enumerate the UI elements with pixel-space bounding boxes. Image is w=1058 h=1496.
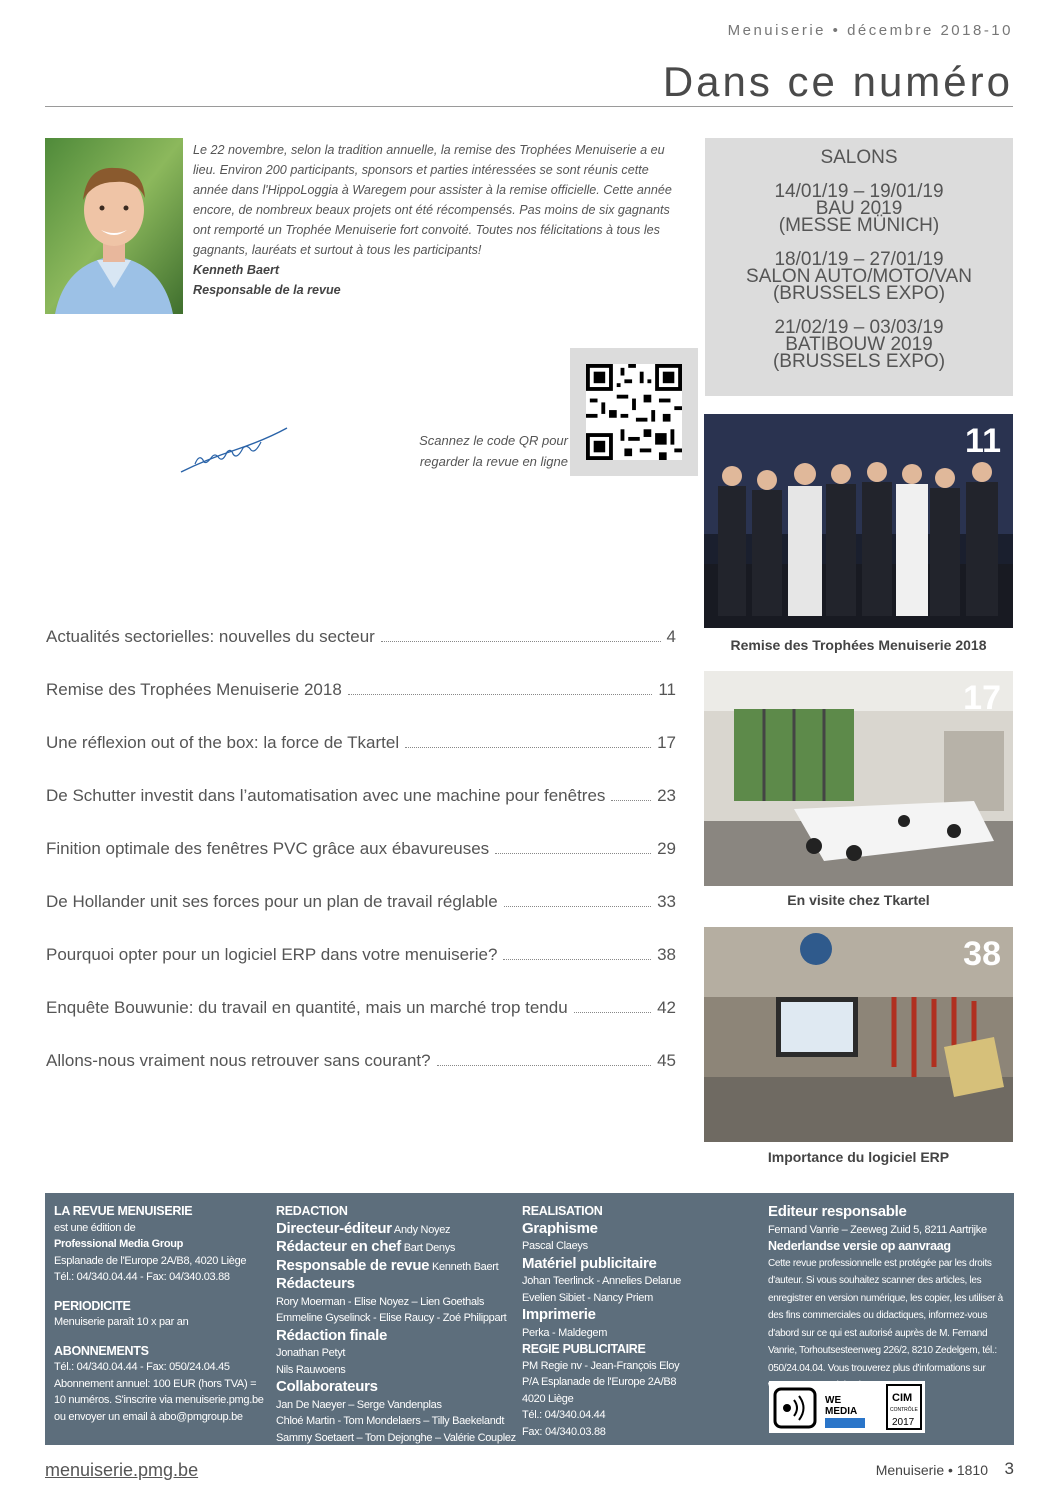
toc-entry[interactable] [46,859,676,912]
handwritten-signature [175,420,295,480]
toc-leader [495,853,651,854]
colophon-role: Directeur-éditeur [276,1219,392,1237]
colophon-text: Fernand Vanrie – Zeeweg Zuid 5, 8211 Aartrijke [768,1223,987,1236]
colophon-text: Evelien Sibiet - Nancy Priem [522,1291,653,1304]
colophon-text: Jonathan Petyt [276,1347,346,1359]
salon-dates: 18/01/19 – 27/01/19 [774,249,944,270]
toc-title: Finition optimale des fenêtres PVC grâce aux ébavureuses [46,839,490,858]
toc-page: 4 [666,627,676,646]
editorial-text [193,140,678,300]
toc-page: 38 [657,945,676,964]
colophon-text: Tél.: 04/340.04.44 - Fax: 04/340.03.88 [54,1271,230,1283]
toc-entry[interactable] [46,806,676,859]
colophon-role: Rédacteur en chef [276,1238,401,1255]
colophon-text: Nils Rauwoens [276,1363,346,1376]
colophon-realisation [522,1203,762,1440]
colophon-role: Rédaction finale [276,1326,388,1344]
toc-leader [348,694,653,695]
toc-page: 45 [657,1051,676,1070]
feature-page-number: 38 [963,935,1001,973]
editorial-author: Kenneth Baert [193,263,280,277]
qr-code[interactable] [586,364,682,460]
colophon [45,1193,1014,1445]
feature-photo-erp[interactable] [704,927,1013,1142]
qr-code-frame [570,348,698,476]
toc-leader [611,800,651,801]
colophon-role: Editeur responsable [768,1203,907,1220]
running-head: Menuiserie • décembre 2018-10 [727,22,1013,39]
salon-name: BATIBOUW 2019 [785,334,933,355]
colophon-text: Jan De Naeyer – Serge Vandenplas [276,1398,442,1411]
colophon-heading: PERIODICITE [54,1298,131,1313]
partner-logos [769,1381,925,1433]
toc-title: Une réflexion out of the box: la force de Tkartel [46,733,400,752]
toc-page: 11 [658,680,676,699]
toc-title: De Schutter investit dans l’automatisation avec une machine pour fenêtres [46,786,606,805]
toc-page: 29 [657,839,676,858]
editor-portrait [45,138,183,314]
toc-entry[interactable] [46,912,676,965]
feature-photo-tkartel[interactable] [704,671,1013,886]
toc-title: Allons-nous vraiment nous retrouver sans courant? [46,1051,431,1070]
toc-leader [503,959,651,960]
colophon-text: PM Regie nv - Jean-François Eloy [522,1359,680,1372]
page-number: 3 [1004,1459,1014,1478]
cim-logo-text: 2017 [892,1417,915,1428]
colophon-text: est une édition de [54,1221,136,1234]
salons-box [705,138,1013,396]
editorial-body: Le 22 novembre, selon la tradition annuelle, la remise des Trophées Menuiserie a eu lieu. Environ 200 participants, sponsors et parties intéressées se sont réunis cette année dans l'HippoLoggia à Waregem pour assister à la remise officielle. Cette année encore, de nombreux beaux projets ont été récompensés. Pas moins de six gagnants ont remporté un Trophée Menuiserie fort convoité. Toutes nos félicitations à tous les gagnants, lauréats et surtout à tous les participants! [193,143,672,257]
toc-title: De Hollander unit ses forces pour un plan de travail réglable [46,892,498,911]
we-media-logo-text: WE [825,1395,842,1406]
salon-name: BAU 2019 [815,198,903,219]
colophon-text: 10 numéros. S'inscrire via menuiserie.pmg.be [54,1394,264,1406]
qr-code-icon [586,364,682,460]
salon-name: SALON AUTO/MOTO/VAN [746,266,972,287]
cim-logo-text: CONTRÔLE [890,1407,918,1413]
feature-page-number: 17 [963,679,1001,717]
press-copyright-icon [775,1389,815,1427]
colophon-heading: REGIE PUBLICITAIRE [522,1342,646,1356]
salons-heading: SALONS [820,147,898,168]
salon-venue: (BRUSSELS EXPO) [772,351,946,372]
colophon-text: P/A Esplanade de l'Europe 2A/B8 [522,1376,677,1388]
toc-title: Actualités sectorielles: nouvelles du secteur [46,627,375,646]
salon-dates: 14/01/19 – 19/01/19 [774,181,944,202]
colophon-redaction [276,1203,516,1446]
colophon-heading: REALISATION [522,1204,603,1218]
colophon-text: Professional Media Group [54,1238,184,1250]
toc-page: 42 [657,998,676,1017]
colophon-text: Menuiserie paraît 10 x par an [54,1316,189,1328]
colophon-heading: REDACTION [276,1204,348,1218]
colophon-role: Responsable de revue [276,1256,430,1274]
colophon-role: Imprimerie [522,1306,596,1323]
colophon-role: Matériel publicitaire [522,1254,657,1272]
toc-entry[interactable] [46,1018,676,1071]
we-media-logo-text: MEDIA [825,1406,858,1417]
page-title: Dans ce numéro [662,58,1013,105]
colophon-text: Andy Noyez [393,1223,451,1236]
salon-dates: 21/02/19 – 03/03/19 [774,317,944,338]
copyright-notice: Cette revue professionnelle est protégée par les droits d'auteur. Si vous souhaitez scanner des articles, les enregistrer en version numérique, les copier, les utiliser à des fins commerciales ou didactiques, informez-vous d'abord sur ce qui est autorisé auprès de M. Fernand Vanrie, Torhoutsesteenweg 226/2, 8210 Zedelgem, tél.: 050/24.04.04. Vous trouverez plus d'informations sur [768,1257,1003,1374]
colophon-heading: Nederlandse versie op aanvraag [768,1239,951,1253]
feature-caption: Remise des Trophées Menuiserie 2018 [730,637,987,653]
colophon-text: Pascal Claeys [522,1240,588,1252]
toc-leader [504,906,651,907]
salon-venue: (MESSE MÜNICH) [778,215,940,236]
table-of-contents [46,594,676,1071]
colophon-text: Fax: 04/340.03.88 [522,1425,606,1438]
toc-leader [381,641,661,642]
colophon-text: Chloé Martin - Tom Mondelaers – Tilly Baekelandt [276,1415,505,1427]
colophon-text: ou envoyer un email à abo@pmgroup.be [54,1410,243,1423]
colophon-role: Collaborateurs [276,1378,378,1395]
salon-event [705,319,1013,370]
toc-leader [574,1012,651,1013]
toc-page: 23 [657,786,676,805]
cim-logo-text: CIM [892,1392,913,1404]
colophon-text: Abonnement annuel: 100 EUR (hors TVA) = [54,1377,257,1390]
colophon-text: Kenneth Baert [432,1260,499,1273]
toc-entry[interactable] [46,965,676,1018]
salon-event [705,251,1013,302]
we-media-logo-icon [825,1418,865,1428]
colophon-editor [768,1203,1008,1395]
colophon-text: 4020 Liège [522,1392,574,1405]
toc-page: 17 [657,733,676,752]
colophon-role: Graphisme [522,1219,598,1237]
colophon-text: Sammy Soetaert – Tom Dejonghe – Valérie Couplez [276,1431,516,1444]
toc-page: 33 [657,892,676,911]
colophon-text: Tél.: 04/340.04.44 [522,1409,606,1421]
feature-caption: Importance du logiciel ERP [767,1149,950,1165]
feature-photo-awards[interactable] [704,414,1013,628]
salon-event [705,183,1013,234]
qr-caption-line2: regarder la revue en ligne [419,454,568,469]
toc-entry[interactable] [46,700,676,753]
qr-caption-line1: Scannez le code QR pour [419,433,568,448]
website-link[interactable]: menuiserie.pmg.be [45,1460,199,1480]
title-divider [45,106,1013,107]
feature-page-number: 11 [965,422,1001,460]
qr-caption [380,430,568,472]
salon-venue: (BRUSSELS EXPO) [772,283,946,304]
toc-leader [405,747,651,748]
colophon-text: Bart Denys [403,1242,456,1254]
toc-title: Enquête Bouwunie: du travail en quantité, mais un marché trop tendu [46,998,568,1017]
colophon-text: Tél.: 04/340.04.44 - Fax: 050/24.04.45 [54,1361,230,1373]
colophon-text: Perka - Maldegem [522,1326,608,1339]
toc-title: Remise des Trophées Menuiserie 2018 [46,680,342,699]
editorial-role: Responsable de la revue [193,283,341,297]
colophon-heading: ABONNEMENTS [54,1343,149,1358]
colophon-text: Johan Teerlinck - Annelies Delarue [522,1275,681,1287]
feature-caption: En visite chez Tkartel [787,892,930,908]
colophon-heading: LA REVUE MENUISERIE [54,1204,193,1218]
colophon-text: Emmeline Gyselinck - Elise Raucy - Zoé Philippart [276,1312,507,1324]
colophon-publisher [54,1203,269,1425]
toc-entry[interactable] [46,647,676,700]
toc-leader [437,1065,651,1066]
portrait-image [45,138,183,314]
toc-title: Pourquoi opter pour un logiciel ERP dans votre menuiserie? [46,945,498,964]
colophon-text: Esplanade de l'Europe 2A/B8, 4020 Liège [54,1254,247,1267]
footer-publication: Menuiserie • 1810 [875,1462,988,1478]
toc-entry[interactable] [46,594,676,647]
toc-entry[interactable] [46,753,676,806]
colophon-role: Rédacteurs [276,1275,355,1292]
colophon-text: Rory Moerman - Elise Noyez – Lien Goethals [276,1295,485,1308]
